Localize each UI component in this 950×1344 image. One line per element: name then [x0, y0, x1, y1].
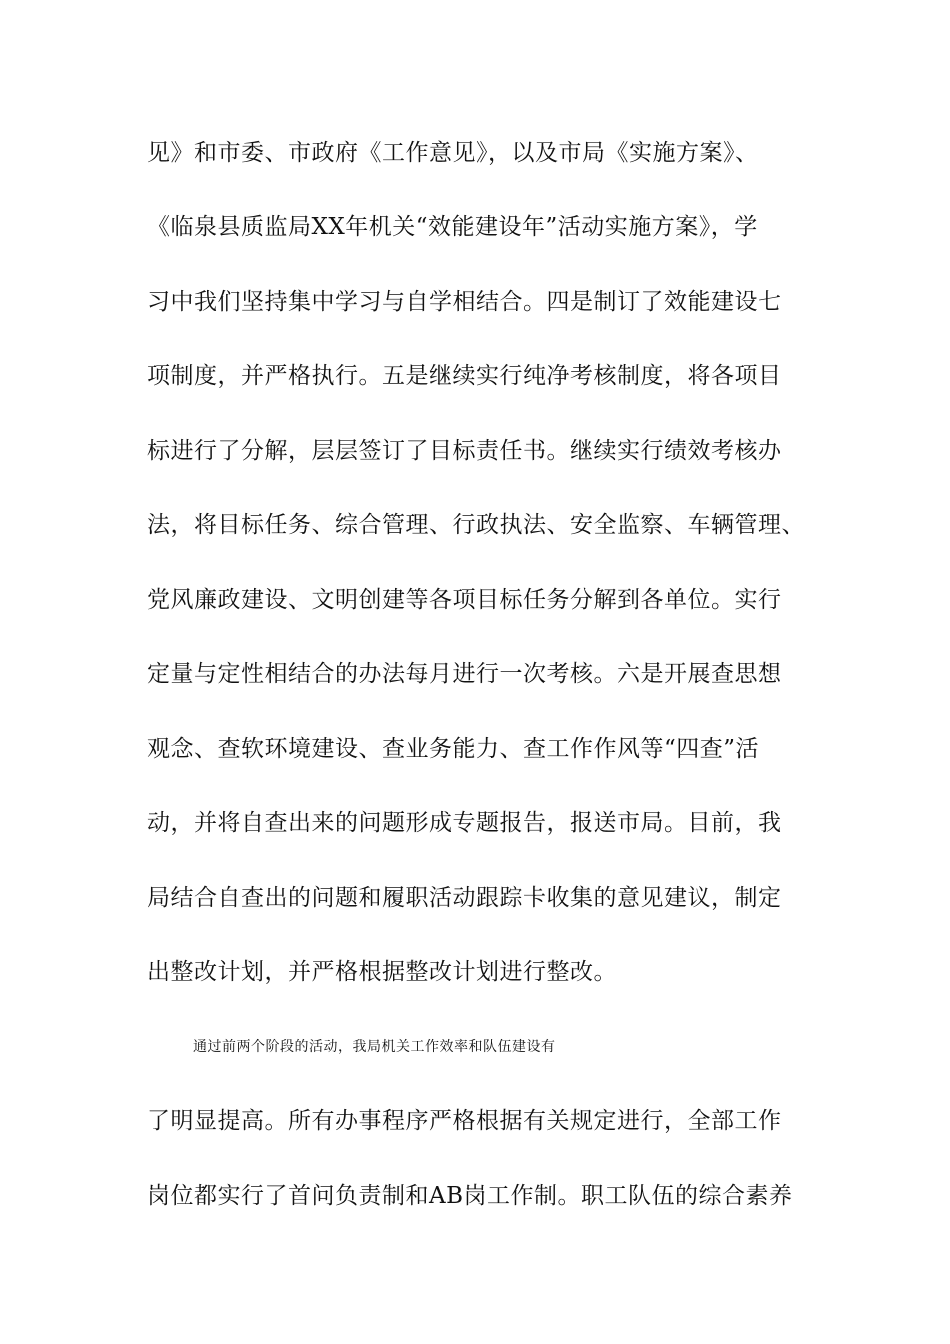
text-line: 动，并将自查出来的问题形成专题报告，报送市局。目前，我 — [147, 810, 782, 836]
text-line: 见》和市委、市政府《工作意见》，以及市局《实施方案》、 — [147, 140, 759, 166]
text-line: 《临泉县质监局XX年机关“效能建设年”活动实施方案》，学 — [147, 214, 758, 240]
text-line: 党风廉政建设、文明创建等各项目标任务分解到各单位。实行 — [147, 587, 782, 613]
text-line: 习中我们坚持集中学习与自学相结合。四是制订了效能建设七 — [147, 289, 782, 315]
text-line: 出整改计划，并严格根据整改计划进行整改。 — [147, 959, 617, 985]
text-line: 标进行了分解，层层签订了目标责任书。继续实行绩效考核办 — [147, 438, 782, 464]
text-line: 法，将目标任务、综合管理、行政执法、安全监察、车辆管理、 — [147, 512, 805, 538]
text-line: 了明显提高。所有办事程序严格根据有关规定进行，全部工作 — [147, 1108, 782, 1134]
text-line: 观念、查软环境建设、查业务能力、查工作作风等“四查”活 — [147, 736, 760, 762]
paragraph-first-line: 通过前两个阶段的活动，我局机关工作效率和队伍建设有 — [193, 1039, 556, 1055]
text-line: 岗位都实行了首问负责制和AB岗工作制。职工队伍的综合素养 — [147, 1183, 793, 1209]
text-line: 定量与定性相结合的办法每月进行一次考核。六是开展查思想 — [147, 661, 782, 687]
text-line: 项制度，并严格执行。五是继续实行纯净考核制度，将各项目 — [147, 363, 782, 389]
text-line: 局结合自查出的问题和履职活动跟踪卡收集的意见建议，制定 — [147, 885, 782, 911]
